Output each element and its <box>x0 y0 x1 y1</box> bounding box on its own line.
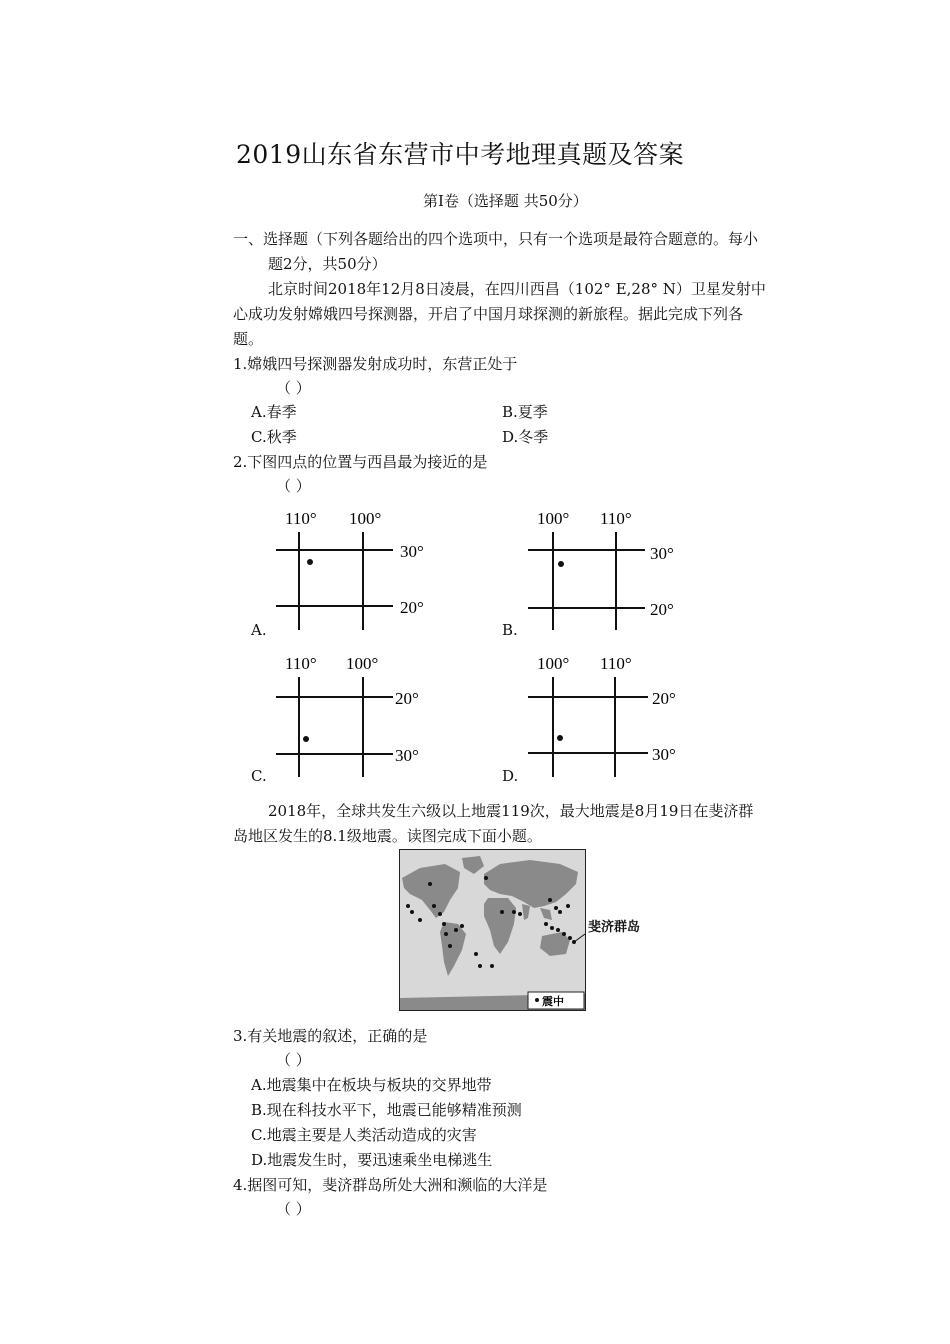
epicenter-dot <box>566 904 570 908</box>
q1-option-a: A.春季 <box>251 403 297 421</box>
location-dot <box>307 559 313 565</box>
epicenter-dot <box>554 906 558 910</box>
q2-figure-b <box>500 500 700 640</box>
q4-stem: 4.据图可知，斐济群岛所处大洲和濒临的大洋是 <box>233 1176 548 1194</box>
grid-c-svg <box>248 645 448 785</box>
lon-left-label: 100° <box>537 509 570 528</box>
world-map-svg <box>400 850 585 1010</box>
q2-option-a: A. <box>251 621 267 639</box>
epicenter-dot <box>556 928 560 932</box>
epicenter-dot <box>454 928 458 932</box>
lon-right-label: 100° <box>349 509 382 528</box>
q1-stem: 1.嫦娥四号探测器发射成功时，东营正处于 <box>233 355 518 373</box>
epicenter-dot <box>410 910 414 914</box>
intro2-line-2: 岛地区发生的8.1级地震。读图完成下面小题。 <box>233 827 542 845</box>
lat-top-label: 20° <box>652 689 676 708</box>
intro2-line-1: 2018年，全球共发生六级以上地震119次，最大地震是8月19日在斐济群 <box>268 802 754 820</box>
lat-bottom-label: 30° <box>652 745 676 764</box>
q2-option-b: B. <box>502 621 518 639</box>
epicenter-dot <box>558 910 562 914</box>
instruction-line-2: 题2分，共50分） <box>268 255 387 273</box>
lon-right-label: 110° <box>600 509 632 528</box>
lon-left-label: 100° <box>537 654 570 673</box>
epicenter-dot <box>474 952 478 956</box>
q1-option-c: C.秋季 <box>251 428 297 446</box>
epicenter-dot <box>550 926 554 930</box>
grid-d-svg <box>500 645 700 785</box>
lon-left-label: 110° <box>285 654 317 673</box>
grid-b-svg <box>500 500 700 640</box>
q2-figure-d <box>500 645 700 785</box>
q3-option-b: B.现在科技水平下，地震已能够精准预测 <box>251 1101 522 1119</box>
lat-top-label: 30° <box>650 544 674 563</box>
epicenter-dot <box>460 924 464 928</box>
q2-figure-c <box>248 645 448 785</box>
location-dot <box>303 736 309 742</box>
lon-right-label: 110° <box>600 654 632 673</box>
epicenter-dot <box>432 904 436 908</box>
epicenter-dot <box>500 910 504 914</box>
q1-option-d: D.冬季 <box>502 428 549 446</box>
lat-top-label: 30° <box>400 542 424 561</box>
lon-left-label: 110° <box>285 509 317 528</box>
earthquake-map <box>399 849 586 1011</box>
legend-label: 震中 <box>542 995 564 1008</box>
q4-bracket: （ ） <box>276 1200 311 1218</box>
q2-bracket: （ ） <box>276 477 311 495</box>
q3-bracket: （ ） <box>276 1051 311 1069</box>
q2-stem: 2.下图四点的位置与西昌最为接近的是 <box>233 453 488 471</box>
intro1-line-3: 题。 <box>233 330 264 348</box>
lat-top-label: 20° <box>395 689 419 708</box>
lat-bottom-label: 20° <box>400 598 424 617</box>
epicenter-dot <box>544 922 548 926</box>
epicenter-dot <box>568 936 572 940</box>
q3-option-d: D.地震发生时，要迅速乘坐电梯逃生 <box>251 1151 493 1169</box>
epicenter-dot <box>562 932 566 936</box>
epicenter-dot <box>448 944 452 948</box>
lat-bottom-label: 20° <box>650 600 674 619</box>
location-dot <box>557 735 563 741</box>
epicenter-dot <box>444 932 448 936</box>
epicenter-dot <box>428 882 432 886</box>
q1-bracket: （ ） <box>276 379 311 397</box>
section-header: 第Ⅰ卷（选择题 共50分） <box>423 192 588 210</box>
q3-option-a: A.地震集中在板块与板块的交界地带 <box>251 1076 492 1094</box>
epicenter-dot <box>418 918 422 922</box>
grid-a-svg <box>248 500 448 640</box>
fiji-label: 斐济群岛 <box>588 920 641 935</box>
epicenter-dot <box>512 910 516 914</box>
epicenter-dot <box>478 964 482 968</box>
q2-option-d: D. <box>502 767 519 785</box>
q3-stem: 3.有关地震的叙述，正确的是 <box>233 1027 428 1045</box>
epicenter-dot <box>406 904 410 908</box>
page-title: 2019山东省东营市中考地理真题及答案 <box>236 140 685 169</box>
location-dot <box>558 561 564 567</box>
epicenter-dot <box>484 876 488 880</box>
legend-dot <box>535 998 539 1002</box>
epicenter-dot <box>438 912 442 916</box>
q3-option-c: C.地震主要是人类活动造成的灾害 <box>251 1126 477 1144</box>
epicenter-dot <box>490 964 494 968</box>
lon-right-label: 100° <box>346 654 379 673</box>
lat-bottom-label: 30° <box>395 746 419 765</box>
q1-option-b: B.夏季 <box>502 403 548 421</box>
epicenter-dot <box>518 912 522 916</box>
instruction-line-1: 一、选择题（下列各题给出的四个选项中，只有一个选项是最符合题意的。每小 <box>233 230 759 248</box>
q2-option-c: C. <box>251 767 267 785</box>
intro1-line-1: 北京时间2018年12月8日凌晨，在四川西昌（102° E,28° N）卫星发射中 <box>268 280 766 298</box>
epicenter-dot <box>442 922 446 926</box>
epicenter-dot <box>548 898 552 902</box>
intro1-line-2: 心成功发射嫦娥四号探测器，开启了中国月球探测的新旅程。据此完成下列各 <box>233 305 744 323</box>
q2-figure-a <box>248 500 448 640</box>
